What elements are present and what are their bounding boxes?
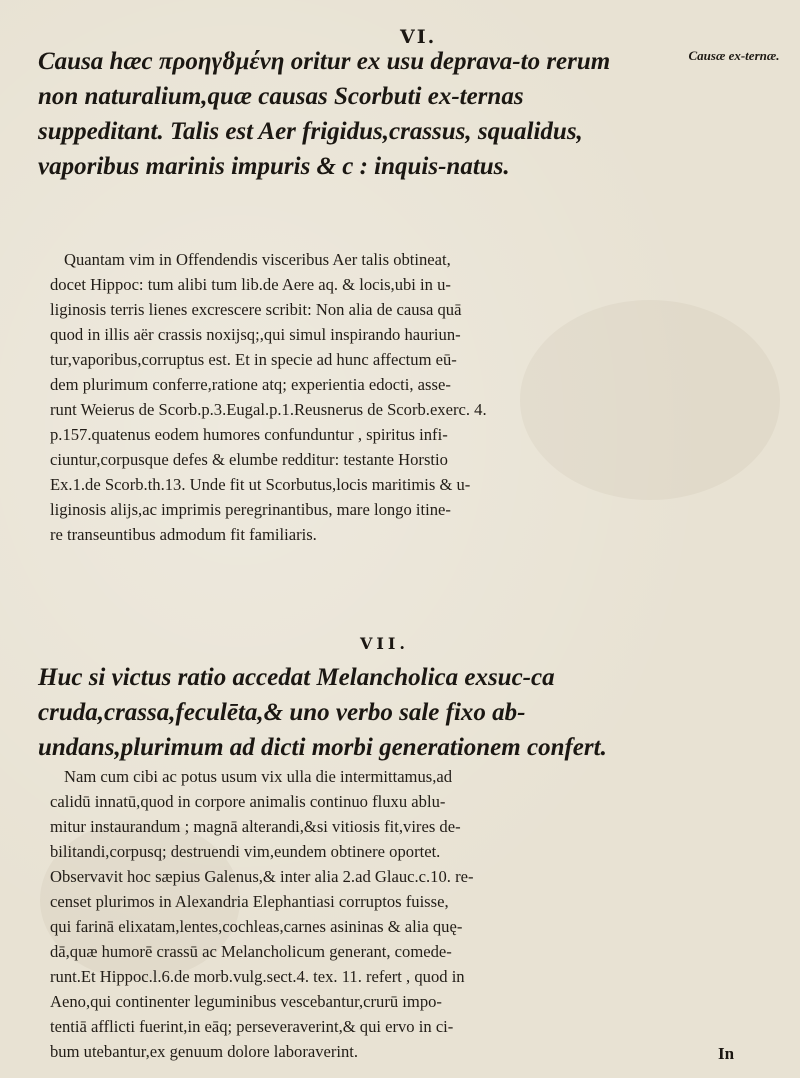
text-line: liginosis terris lienes excrescere scribit: Non alia de causa quā xyxy=(50,300,462,319)
section-number-vi: VI. xyxy=(400,26,437,48)
text-line: ciuntur,corpusque defes & elumbe redditur: testante Horstio xyxy=(50,450,448,469)
section-heading-vii: Huc si victus ratio accedat Melancholica exsuc-ca cruda,crassa,feculēta,& uno verbo sale fixo ab-undans,plurimum ad dicti morbi generationem confert. xyxy=(38,664,607,761)
section-heading-vi xyxy=(38,44,648,184)
text-line: Observavit hoc sæpius Galenus,& inter alia 2.ad Glauc.c.10. re- xyxy=(50,867,474,886)
catchword: In xyxy=(718,1044,735,1063)
text-line: docet Hippoc: tum alibi tum lib.de Aere aq. & locis,ubi in u- xyxy=(50,275,451,294)
text-line: quod in illis aër crassis noxijsq;,qui simul inspirando hauriun- xyxy=(50,325,461,344)
paragraph-vii xyxy=(50,764,710,1064)
heading-text-after-greek: oritur ex usu deprava-to rerum non naturalium,quæ causas Scorbuti ex-ternas suppeditant. Talis est Aer frigidus,crassus, squalidus, vaporibus marinis impuris & c : inquis-natus. xyxy=(38,48,611,180)
text-line: Ex.1.de Scorb.th.13. Unde fit ut Scorbutus,locis maritimis & u- xyxy=(50,475,471,494)
text-line: tentiā afflicti fuerint,in eāq; perseveraverint,& qui ervo in ci- xyxy=(50,1017,454,1036)
text-line: runt.Et Hippoc.l.6.de morb.vulg.sect.4. tex. 11. refert , quod in xyxy=(50,967,465,986)
text-line: dem plurimum conferre,ratione atq; experientia edocti, asse- xyxy=(50,375,451,394)
text-line: mitur instaurandum ; magnā alterandi,&si vitiosis fit,vires de- xyxy=(50,817,461,836)
text-line: Nam cum cibi ac potus usum vix ulla die intermittamus,ad xyxy=(64,767,453,786)
margin-note: Causæ ex-ternæ. xyxy=(688,48,780,63)
greek-term: πρoηγȣμένη xyxy=(158,48,285,75)
text-line: re transeuntibus admodum fit familiaris. xyxy=(50,525,317,544)
text-line: liginosis alijs,ac imprimis peregrinantibus, mare longo itine- xyxy=(50,500,451,519)
text-line: qui farinā elixatam,lentes,cochleas,carnes asininas & alia quę- xyxy=(50,917,463,936)
text-line: runt Weierus de Scorb.p.3.Eugal.p.1.Reusnerus de Scorb.exerc. 4. xyxy=(50,400,487,419)
text-line: calidū innatū,quod in corpore animalis continuo fluxu ablu- xyxy=(50,792,446,811)
text-line: bilitandi,corpusq; destruendi vim,eundem obtinere oportet. xyxy=(50,842,441,861)
text-line: Quantam vim in Offendendis visceribus Aer talis obtineat, xyxy=(64,250,451,269)
text-line: bum utebantur,ex genuum dolore laboraverint. xyxy=(50,1042,359,1061)
text-line: censet plurimos in Alexandria Elephantiasi corruptos fuisse, xyxy=(50,892,449,911)
text-line: Aeno,qui continenter leguminibus vescebantur,crurū impo- xyxy=(50,992,442,1011)
text-line: dā,quæ humorē crassū ac Melancholicum generant, comede- xyxy=(50,942,452,961)
text-line: tur,vaporibus,corruptus est. Et in specie ad hunc affectum eū- xyxy=(50,350,457,369)
paragraph-vi xyxy=(50,247,710,547)
section-number-vii: VII. xyxy=(360,634,409,653)
text-line: p.157.quatenus eodem humores confunduntur , spiritus infi- xyxy=(50,425,448,444)
heading-text-before-greek: Causa hæc xyxy=(38,48,159,75)
